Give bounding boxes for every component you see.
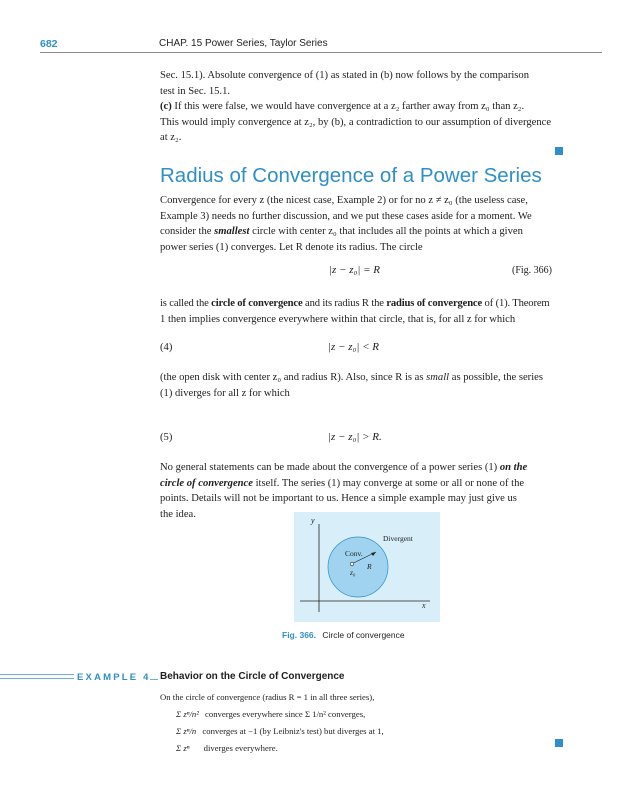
- equation-number-4: (4): [160, 342, 173, 353]
- figure-366: [294, 512, 440, 622]
- para-line: [160, 224, 562, 240]
- proof-line: Sec. 15.1). Absolute convergence of (1) as stated in (b) now follows by the comparison: [160, 70, 530, 81]
- example-series-3: [176, 740, 278, 757]
- equation-5: |z − z₀| > R.: [328, 431, 382, 443]
- proof-line: This would imply convergence at z₂, by (b), a contradiction to our assumption of divergence: [160, 116, 552, 128]
- proof-text: [160, 68, 562, 146]
- example-title: Behavior on the Circle of Convergence: [160, 671, 345, 682]
- caption-number: Fig. 366.: [282, 630, 317, 640]
- proof-line: at z₂.: [160, 132, 182, 143]
- example-intro: On the circle of convergence (radius R = 1 in all three series),: [160, 692, 375, 702]
- example-label: EXAMPLE 4: [77, 672, 151, 683]
- series-text: converges at −1 (by Leibniz's test) but diverges at 1,: [202, 726, 384, 736]
- emphasis-small: small: [426, 372, 450, 383]
- para-line: [160, 460, 562, 476]
- caption-text: Circle of convergence: [322, 630, 405, 640]
- example-rule-top: [0, 674, 74, 675]
- qed-square: [555, 147, 563, 155]
- text-run: is called the: [160, 298, 212, 309]
- series-symbol: Σ zⁿ: [176, 743, 190, 753]
- series-text: converges everywhere since Σ 1/n² converges,: [205, 709, 366, 719]
- para-line: points. Details will not be important to us. Hence a simple example may just give us: [160, 493, 517, 504]
- paragraph-definitions: [160, 296, 562, 327]
- center-point: [350, 562, 354, 566]
- paragraph-open-disk: [160, 370, 562, 401]
- series-symbol: Σ zⁿ/n: [176, 726, 197, 736]
- chapter-heading: CHAP. 15 Power Series, Taylor Series: [159, 38, 328, 49]
- x-axis-label: x: [422, 601, 426, 610]
- example-series-1: [176, 706, 365, 723]
- header-rule: [40, 52, 602, 53]
- equation-number-5: (5): [160, 432, 173, 443]
- text-run: itself. The series (1) may converge at some or all or none of the: [252, 477, 525, 489]
- text-run: of (1). Theorem: [482, 298, 550, 309]
- text-run: (the open disk with center z₀ and radius R). Also, since R is as: [160, 372, 427, 383]
- term-circle-of-convergence: circle of convergence: [211, 298, 303, 309]
- emphasis-on-the: on the: [499, 462, 528, 473]
- emphasis-circle-of-convergence: circle of convergence: [160, 477, 253, 489]
- qed-square: [555, 739, 563, 747]
- figure-reference: (Fig. 366): [512, 265, 552, 276]
- proof-line: test in Sec. 15.1.: [160, 85, 231, 97]
- series-text: diverges everywhere.: [203, 743, 278, 753]
- para-line: [160, 296, 562, 312]
- divergent-label: Divergent: [383, 534, 413, 543]
- para-line: Convergence for every z (the nicest case, Example 2) or for no z ≠ z₀ (the useless case,: [160, 195, 528, 206]
- para-line: [160, 370, 562, 386]
- proof-line: If this were false, we would have convergence at a z₂ farther away from z₀ than z₂.: [174, 101, 525, 112]
- conv-label: Conv.: [345, 549, 363, 558]
- example-series-2: [176, 723, 384, 740]
- emphasis-smallest: smallest: [214, 226, 250, 237]
- proof-part-c: [160, 99, 562, 115]
- para-line: Example 3) needs no further discussion, and we put these cases aside for a moment. We: [160, 210, 532, 222]
- center-label: z₀: [350, 568, 356, 577]
- para-line: (1) diverges for all z for which: [160, 387, 290, 399]
- part-c-label: (c): [160, 101, 172, 112]
- para-line: [160, 476, 562, 492]
- equation-4: |z − z₀| < R: [328, 341, 379, 353]
- text-run: No general statements can be made about the convergence of a power series (1): [160, 462, 500, 473]
- section-title: Radius of Convergence of a Power Series: [160, 164, 542, 187]
- paragraph-circle-intro: [160, 193, 562, 255]
- text-run: circle with center z₀ that includes all the points at which a given: [249, 226, 523, 237]
- text-run: consider the: [160, 226, 215, 237]
- para-line: the idea.: [160, 508, 196, 520]
- term-radius-of-convergence: radius of convergence: [386, 298, 483, 309]
- equation-circle: |z − z₀| = R: [329, 264, 380, 276]
- page-number: 682: [40, 38, 58, 50]
- example-rule-bottom: [0, 678, 74, 679]
- figure-caption: [282, 630, 405, 640]
- example-rule-right: [150, 679, 158, 680]
- series-symbol: Σ zⁿ/n²: [176, 709, 199, 719]
- para-line: 1 then implies convergence everywhere within that circle, that is, for all z for which: [160, 313, 516, 325]
- text-run: as possible, the series: [449, 372, 543, 383]
- text-run: and its radius R the: [302, 298, 387, 309]
- radius-label: R: [367, 562, 372, 571]
- para-line: power series (1) converges. Let R denote its radius. The circle: [160, 241, 423, 253]
- y-axis-label: y: [311, 516, 315, 525]
- convergence-disk: [328, 537, 388, 597]
